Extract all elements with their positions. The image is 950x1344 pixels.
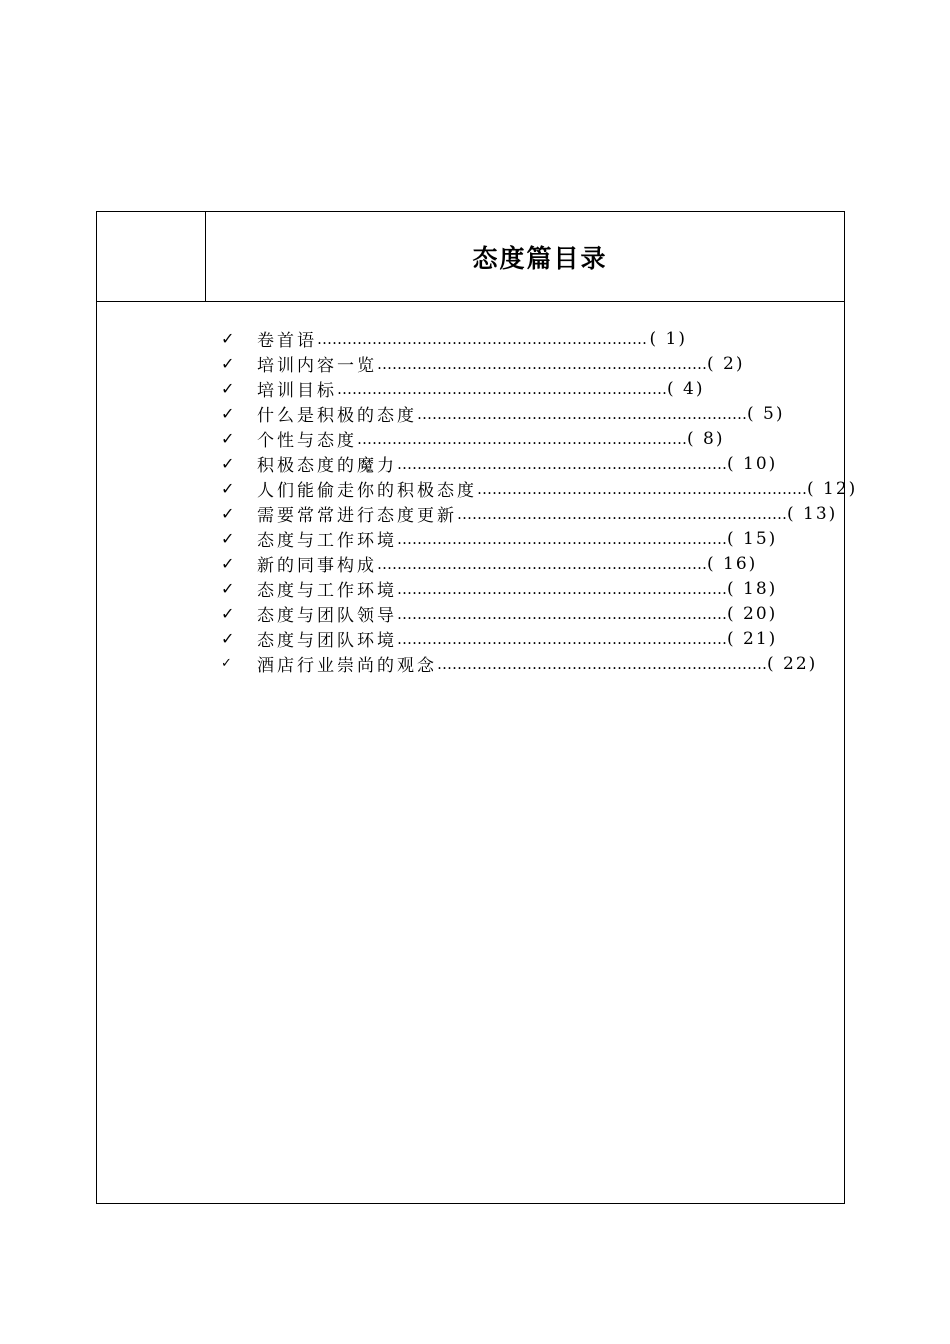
toc-entry — [257, 376, 705, 401]
check-icon: ✓ — [221, 428, 235, 448]
toc-item-page: ( 16) — [707, 553, 758, 574]
dot-leader: ………………………………………………………… — [337, 379, 667, 398]
check-icon: ✓ — [221, 628, 235, 648]
toc-item-label: 什么是积极的态度 — [257, 406, 417, 426]
toc-item-label: 态度与团队环境 — [257, 631, 397, 651]
check-icon: ✓ — [221, 656, 232, 671]
toc-item[interactable] — [221, 426, 725, 451]
toc-item[interactable] — [221, 401, 785, 426]
check-icon: ✓ — [221, 553, 235, 573]
toc-item[interactable] — [221, 326, 687, 351]
header-blank-cell — [97, 212, 206, 301]
toc-item-page: ( 8) — [687, 428, 725, 449]
dot-leader: ………………………………………………………… — [397, 529, 727, 548]
toc-entry — [257, 401, 785, 426]
toc-entry — [257, 351, 745, 376]
toc-entry — [257, 651, 818, 676]
toc-item-page: ( 4) — [667, 378, 705, 399]
toc-item-label: 酒店行业崇尚的观念 — [257, 656, 437, 676]
toc-item[interactable] — [221, 576, 778, 601]
toc-entry — [257, 326, 687, 351]
toc-entry — [257, 426, 725, 451]
toc-item-page: ( 12) — [807, 478, 858, 499]
dot-leader: ………………………………………………………… — [397, 629, 727, 648]
dot-leader: ………………………………………………………… — [397, 604, 727, 623]
check-icon: ✓ — [221, 503, 235, 523]
toc-item-page: ( 10) — [727, 453, 778, 474]
toc-item[interactable] — [221, 476, 858, 501]
toc-item-label: 人们能偷走你的积极态度 — [257, 481, 477, 501]
toc-entry — [257, 576, 778, 601]
header-row — [97, 212, 844, 302]
toc-item[interactable] — [221, 601, 778, 626]
toc-item-page: ( 21) — [727, 628, 778, 649]
check-icon: ✓ — [221, 528, 235, 548]
dot-leader: ………………………………………………………… — [477, 479, 807, 498]
toc-item[interactable] — [221, 376, 705, 401]
toc-item[interactable] — [221, 626, 778, 651]
toc-item-label: 态度与团队领导 — [257, 606, 397, 626]
check-icon: ✓ — [221, 478, 235, 498]
toc-item[interactable] — [221, 526, 778, 551]
dot-leader: ………………………………………………………… — [437, 654, 767, 673]
table-of-contents — [221, 326, 858, 676]
toc-item-page: ( 2) — [707, 353, 745, 374]
toc-entry — [257, 451, 778, 476]
toc-entry — [257, 601, 778, 626]
toc-item-label: 培训内容一览 — [257, 356, 377, 376]
toc-item-label: 个性与态度 — [257, 431, 357, 451]
toc-entry — [257, 551, 758, 576]
dot-leader: ………………………………………………………… — [417, 404, 747, 423]
toc-entry — [257, 501, 838, 526]
dot-leader: ………………………………………………………… — [457, 504, 787, 523]
toc-item-label: 态度与工作环境 — [257, 531, 397, 551]
check-icon: ✓ — [221, 328, 235, 348]
check-icon: ✓ — [221, 378, 235, 398]
toc-item[interactable] — [221, 451, 778, 476]
toc-item-page: ( 18) — [727, 578, 778, 599]
dot-leader: ………………………………………………………… — [397, 579, 727, 598]
check-icon: ✓ — [221, 578, 235, 598]
toc-entry — [257, 626, 778, 651]
toc-item-page: ( 5) — [747, 403, 785, 424]
toc-item-page: ( 13) — [787, 503, 838, 524]
dot-leader: ………………………………………………………… — [357, 429, 687, 448]
toc-item[interactable] — [221, 651, 818, 676]
toc-item-label: 卷首语 — [257, 331, 317, 351]
dot-leader: ………………………………………………………… — [317, 329, 647, 348]
toc-entry — [257, 526, 778, 551]
toc-item-page: ( 1) — [649, 328, 687, 349]
toc-frame — [96, 211, 858, 1204]
toc-item-label: 积极态度的魔力 — [257, 456, 397, 476]
toc-item-page: ( 20) — [727, 603, 778, 624]
toc-item-page: ( 15) — [727, 528, 778, 549]
toc-item[interactable] — [221, 551, 758, 576]
dot-leader: ………………………………………………………… — [377, 554, 707, 573]
check-icon: ✓ — [221, 353, 235, 373]
check-icon: ✓ — [221, 603, 235, 623]
dot-leader: ………………………………………………………… — [397, 454, 727, 473]
toc-item-page: ( 22) — [767, 653, 818, 674]
toc-item[interactable] — [221, 501, 838, 526]
toc-item[interactable] — [221, 351, 745, 376]
toc-item-label: 态度与工作环境 — [257, 581, 397, 601]
toc-entry — [257, 476, 858, 501]
page-title: 态度篇目录 — [472, 243, 608, 273]
check-icon: ✓ — [221, 403, 235, 423]
dot-leader: ………………………………………………………… — [377, 354, 707, 373]
check-icon: ✓ — [221, 453, 235, 473]
toc-item-label: 需要常常进行态度更新 — [257, 506, 457, 526]
toc-item-label: 新的同事构成 — [257, 556, 377, 576]
toc-item-label: 培训目标 — [257, 381, 337, 401]
